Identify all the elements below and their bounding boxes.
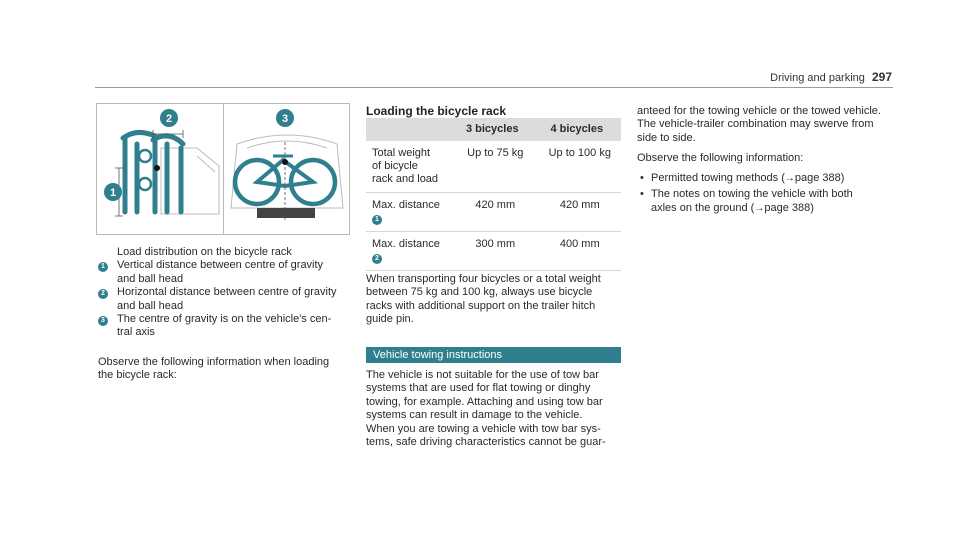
bicycle-rack-illustration bbox=[97, 104, 351, 236]
caption-item: 2 Horizontal distance between centre of gravity and ball head bbox=[98, 286, 352, 313]
centre-of-gravity-rear bbox=[282, 159, 288, 165]
cross-reference-arrow-icon: → bbox=[784, 173, 795, 184]
row-label-max-distance-2: Max. distance 2 bbox=[366, 232, 452, 271]
four-bicycles-note: When transporting four bicycles or a total weight between 75 kg and 100 kg, always use bicycle racks with additional support on the trailer hitch guide pin. bbox=[366, 273, 601, 326]
observe-loading-paragraph: Observe the following information when loading the bicycle rack: bbox=[98, 356, 330, 382]
table-row bbox=[366, 193, 621, 232]
side-view-drawing bbox=[161, 148, 219, 214]
towing-continued: anteed for the towing vehicle or the towed vehicle. The vehicle-trailer combination may swerve from side to side. bbox=[637, 105, 881, 144]
table-row bbox=[366, 141, 621, 193]
towing-body: The vehicle is not suitable for the use of tow bar systems that are used for flat towing or dinghy towing, for example. Attaching and using tow bar systems can result in damage to the vehicle. When you are towing a vehicle with tow bar sys- tems, safe driving characteristics cannot be guar- bbox=[366, 369, 606, 449]
callout-badge: 2 bbox=[98, 289, 108, 299]
caption-item: 1 Vertical distance between centre of gravity and ball head bbox=[98, 259, 352, 286]
callout-1-figure bbox=[104, 183, 122, 201]
list-item: • The notes on towing the vehicle with both axles on the ground (→page 388) bbox=[637, 188, 897, 215]
table-cell: Up to 75 kg bbox=[452, 141, 533, 193]
bicycle-rack-figure bbox=[96, 103, 350, 235]
callout-badge: 1 bbox=[372, 215, 382, 225]
table-cell: 420 mm bbox=[452, 193, 533, 232]
cross-reference-arrow-icon: → bbox=[754, 202, 765, 214]
table-header-empty bbox=[366, 118, 452, 141]
table-cell: 400 mm bbox=[533, 232, 621, 271]
figure-captions bbox=[98, 246, 352, 340]
table-cell: Up to 100 kg bbox=[533, 141, 621, 193]
towing-section-heading: Vehicle towing instructions bbox=[366, 347, 621, 363]
page-reference-link[interactable]: page 388) bbox=[794, 172, 845, 184]
callout-badge: 2 bbox=[372, 254, 382, 264]
table-cell: 420 mm bbox=[533, 193, 621, 232]
side-view-details bbox=[139, 150, 151, 190]
running-head bbox=[770, 70, 892, 84]
observe-info: Observe the following information: bbox=[637, 152, 804, 164]
load-table bbox=[366, 118, 621, 271]
table-header-row bbox=[366, 118, 621, 141]
callout-3-label: 3 bbox=[281, 113, 289, 125]
callout-badge: 1 bbox=[98, 262, 108, 272]
towing-info-list bbox=[637, 172, 897, 218]
table-header-4-bicycles: 4 bicycles bbox=[533, 118, 621, 141]
caption-item: 3 The centre of gravity is on the vehicle's cen- tral axis bbox=[98, 313, 352, 340]
list-item: • Permitted towing methods (→page 388) bbox=[637, 172, 897, 185]
table-cell: 300 mm bbox=[452, 232, 533, 271]
side-view-bikes bbox=[123, 132, 183, 212]
caption-intro: Load distribution on the bicycle rack bbox=[117, 246, 292, 258]
header-rule bbox=[95, 87, 893, 88]
row-label-total-weight: Total weight of bicycle rack and load bbox=[366, 141, 452, 193]
loading-heading: Loading the bicycle rack bbox=[366, 104, 507, 118]
page-reference-link[interactable]: page 388) bbox=[764, 201, 814, 214]
centre-of-gravity-side bbox=[154, 165, 160, 171]
table-header-3-bicycles: 3 bicycles bbox=[452, 118, 533, 141]
row-label-max-distance-1: Max. distance 1 bbox=[366, 193, 452, 232]
page-number: 297 bbox=[871, 70, 892, 84]
callout-badge: 3 bbox=[98, 316, 108, 326]
callout-2-label: 2 bbox=[165, 113, 173, 125]
callout-3-figure bbox=[276, 109, 294, 127]
table-row bbox=[366, 232, 621, 271]
callout-1-label: 1 bbox=[109, 187, 117, 199]
licence-plate-carrier bbox=[257, 208, 315, 218]
callout-2-figure bbox=[160, 109, 178, 127]
running-head-section: Driving and parking bbox=[770, 72, 865, 84]
